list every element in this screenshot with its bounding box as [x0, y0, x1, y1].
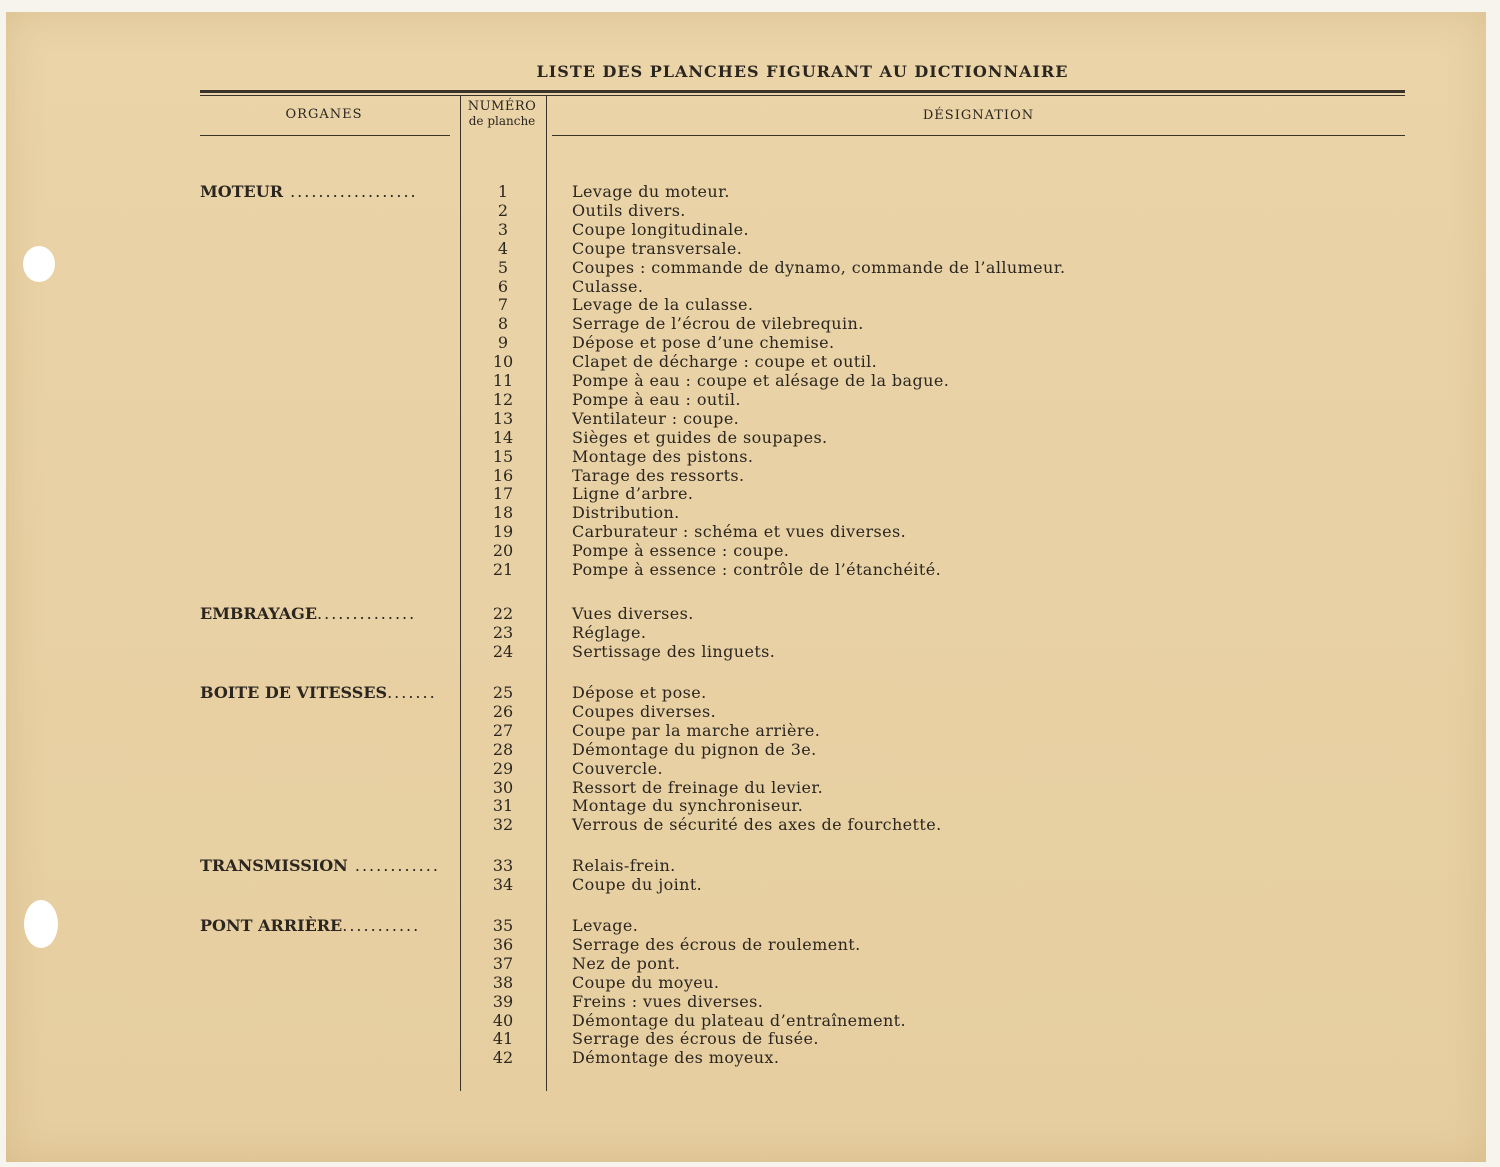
plate-designation: Serrage des écrous de roulement.: [572, 934, 861, 954]
plate-designation: Freins : vues diverses.: [572, 991, 764, 1011]
plate-number: 18: [492, 503, 514, 523]
plate-number: 33: [492, 856, 514, 875]
leader-dots: ...........: [342, 916, 421, 935]
leader-dots: ..............: [317, 604, 417, 623]
plate-designation: Serrage des écrous de fusée.: [572, 1029, 819, 1049]
plate-designation: Coupe du moyeu.: [572, 972, 720, 992]
organe-name: PONT ARRIÈRE: [200, 916, 343, 935]
plate-number: 31: [492, 796, 514, 816]
leader-dots: ............: [347, 856, 440, 875]
column-divider-left: [460, 96, 461, 1091]
punch-hole-bottom: [24, 900, 58, 948]
plate-number: 14: [492, 427, 514, 447]
organe-label: [200, 856, 452, 875]
plate-designation: Serrage de l’écrou de vilebrequin.: [572, 314, 864, 334]
organe-label: [200, 182, 452, 201]
leader-dots: ..................: [283, 182, 418, 201]
plate-number: 5: [497, 257, 509, 277]
plate-designation: Démontage du plateau d’entraînement.: [572, 1010, 907, 1030]
plate-number: 23: [492, 622, 514, 642]
plate-number: 9: [497, 333, 509, 353]
punch-hole-top: [23, 246, 55, 282]
plate-designation: Démontage des moyeux.: [572, 1048, 780, 1068]
header-bottom-rule-designation: [552, 135, 1405, 136]
plate-designation: Sièges et guides de soupapes.: [572, 427, 828, 447]
plate-number: 17: [492, 484, 514, 504]
plate-designation: Carburateur : schéma et vues diverses.: [572, 522, 907, 542]
plate-designation: Montage du synchroniseur.: [572, 796, 804, 816]
plate-number: 21: [492, 560, 514, 579]
plate-designation: Clapet de décharge : coupe et outil.: [572, 352, 878, 372]
plate-number: 38: [492, 972, 514, 992]
plate-number: 4: [497, 238, 509, 258]
plate-number: 1: [497, 182, 509, 201]
plate-designation: Vues diverses.: [572, 604, 694, 623]
plate-designation: Coupe par la marche arrière.: [572, 720, 821, 740]
plate-number: 29: [492, 758, 514, 778]
organe-name: MOTEUR: [200, 182, 283, 201]
plate-designation: Démontage du pignon de 3e.: [572, 739, 817, 759]
plate-number: 12: [492, 389, 514, 409]
column-divider-right: [546, 96, 547, 1091]
plate-number: 37: [492, 953, 514, 973]
plate-designation: Outils divers.: [572, 200, 686, 220]
plate-number: 41: [492, 1029, 514, 1049]
organe-label: [200, 604, 452, 623]
organe-name: TRANSMISSION: [200, 856, 348, 875]
leader-dots: .......: [387, 683, 437, 702]
plate-number: 26: [492, 701, 514, 721]
plate-designation: Pompe à essence : contrôle de l’étanchéité.: [572, 560, 942, 579]
plate-number: 42: [492, 1048, 514, 1068]
plate-designation: Dépose et pose.: [572, 683, 707, 702]
plate-number: 19: [492, 522, 514, 542]
plate-designation: Couvercle.: [572, 758, 663, 778]
plate-designation: Verrous de sécurité des axes de fourchette.: [572, 815, 942, 835]
plate-designation: Ligne d’arbre.: [572, 484, 694, 504]
plate-designation: Coupe longitudinale.: [572, 219, 749, 239]
plate-number: 35: [492, 916, 514, 935]
plate-number: 22: [492, 604, 514, 623]
plate-designation: Coupes diverses.: [572, 701, 717, 721]
plate-designation: Pompe à essence : coupe.: [572, 541, 790, 561]
plate-number: 2: [497, 200, 509, 220]
plate-number: 36: [492, 934, 514, 954]
header-top-rule: [200, 90, 1405, 93]
plate-number: 8: [497, 314, 509, 334]
column-header-designation: DÉSIGNATION: [922, 108, 1035, 123]
plate-number: 15: [492, 446, 514, 466]
plate-designation: Levage du moteur.: [572, 182, 730, 201]
plate-designation: Coupe du joint.: [572, 874, 703, 894]
column-header-numero-label: NUMÉRO: [467, 99, 537, 114]
plate-number: 25: [492, 683, 514, 702]
organe-name: EMBRAYAGE: [200, 604, 318, 623]
plate-number: 7: [497, 295, 509, 315]
plate-designation: Relais-frein.: [572, 856, 676, 875]
plate-number: 32: [492, 815, 514, 835]
plate-number: 24: [492, 641, 514, 661]
header-top-rule-thin: [200, 95, 1405, 96]
plate-number: 11: [492, 371, 514, 390]
plate-designation: Coupe transversale.: [572, 238, 743, 258]
plate-designation: Culasse.: [572, 276, 644, 296]
plate-number: 6: [497, 276, 509, 296]
plate-number: 27: [492, 720, 514, 740]
plate-designation: Sertissage des linguets.: [572, 641, 776, 661]
plate-designation: Tarage des ressorts.: [572, 465, 745, 485]
plate-number: 30: [492, 777, 514, 797]
header-bottom-rule-organes: [200, 135, 450, 136]
plate-designation: Pompe à eau : coupe et alésage de la bague.: [572, 371, 950, 390]
organe-label: [200, 916, 452, 935]
column-header-numero-sub: de planche: [468, 114, 536, 128]
column-header-numero: [458, 99, 546, 129]
plate-number: 13: [492, 408, 514, 428]
plate-number: 39: [492, 991, 514, 1011]
plate-number: 16: [492, 465, 514, 485]
plate-number: 3: [497, 219, 509, 239]
plate-designation: Distribution.: [572, 503, 680, 523]
plate-designation: Dépose et pose d’une chemise.: [572, 333, 835, 353]
plate-number: 20: [492, 541, 514, 561]
plate-number: 40: [492, 1010, 514, 1030]
column-header-organes: ORGANES: [285, 107, 363, 122]
plate-number: 34: [492, 874, 514, 894]
page-title: LISTE DES PLANCHES FIGURANT AU DICTIONNAIRE: [536, 62, 1069, 81]
organe-label: [200, 683, 452, 702]
plate-designation: Pompe à eau : outil.: [572, 389, 741, 409]
plate-designation: Levage.: [572, 916, 639, 935]
organe-name: BOITE DE VITESSES: [200, 683, 388, 702]
plate-designation: Nez de pont.: [572, 953, 681, 973]
plate-number: 28: [492, 739, 514, 759]
plate-designation: Réglage.: [572, 622, 647, 642]
plate-designation: Levage de la culasse.: [572, 295, 754, 315]
plate-designation: Ressort de freinage du levier.: [572, 777, 824, 797]
plate-designation: Ventilateur : coupe.: [572, 408, 740, 428]
plate-number: 10: [492, 352, 514, 372]
plate-designation: Coupes : commande de dynamo, commande de l’allumeur.: [572, 257, 1066, 277]
plate-designation: Montage des pistons.: [572, 446, 754, 466]
